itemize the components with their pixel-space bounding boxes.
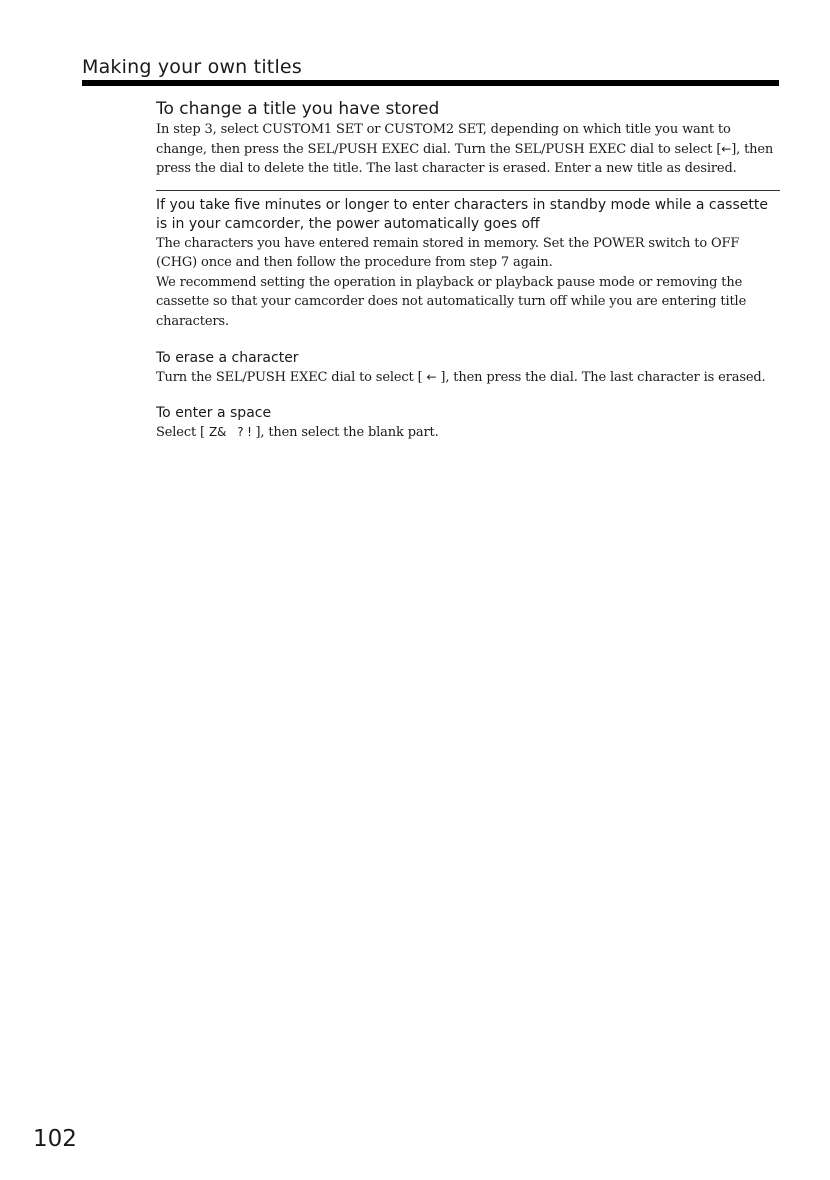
- section-divider: [156, 190, 780, 191]
- erase-character-section: [156, 349, 780, 388]
- page-number: 102: [33, 1126, 77, 1152]
- left-arrow-icon: ←: [426, 370, 437, 384]
- note-power-off: [156, 196, 780, 332]
- note-paragraph-1: The characters you have entered remain stored in memory. Set the POWER switch to OFF (CHG) once and then follow the procedure from step 7 again.: [156, 235, 740, 270]
- page-content: [156, 98, 780, 442]
- enter-space-text-2: ], then select the blank part.: [255, 424, 439, 440]
- spacer: [156, 331, 780, 349]
- spacer: [156, 388, 780, 404]
- page-header: [82, 54, 779, 86]
- note-paragraph-2: We recommend setting the operation in playback or playback pause mode or removing the cassette so that your camcorder does not automatically turn off while you are entering title characters.: [156, 274, 747, 329]
- section-body-text-2: ], then press the dial to delete the title. The last character is erased. Enter a new title as desired.: [156, 141, 774, 176]
- symbol-set-label: Z& ? !: [208, 424, 256, 439]
- section-change-title-stored: [156, 98, 780, 179]
- section-body: [156, 120, 780, 179]
- page-header-title: Making your own titles: [82, 56, 302, 78]
- erase-body-text-1: Turn the SEL/PUSH EXEC dial to select [: [156, 370, 427, 385]
- enter-space-body: [156, 423, 780, 443]
- left-arrow-icon: ←: [721, 141, 732, 156]
- erase-body-text-2: ], then press the dial. The last character is erased.: [436, 370, 766, 385]
- enter-space-text-1: Select [: [156, 424, 209, 440]
- enter-space-section: [156, 404, 780, 443]
- header-rule: [82, 80, 779, 86]
- note-title: If you take five minutes or longer to enter characters in standby mode while a cassette is in your camcorder, the power automatically goes off: [156, 196, 768, 232]
- erase-character-body: [156, 368, 780, 388]
- section-body-text-1: In step 3, select CUSTOM1 SET or CUSTOM2 SET, depending on which title you want to change, then press the SEL/PUSH EXEC dial. Turn the SEL/PUSH EXEC dial to select [: [156, 122, 731, 157]
- enter-space-title: To enter a space: [156, 404, 272, 421]
- erase-character-title: To erase a character: [156, 350, 299, 366]
- section-title: To change a title you have stored: [156, 99, 440, 119]
